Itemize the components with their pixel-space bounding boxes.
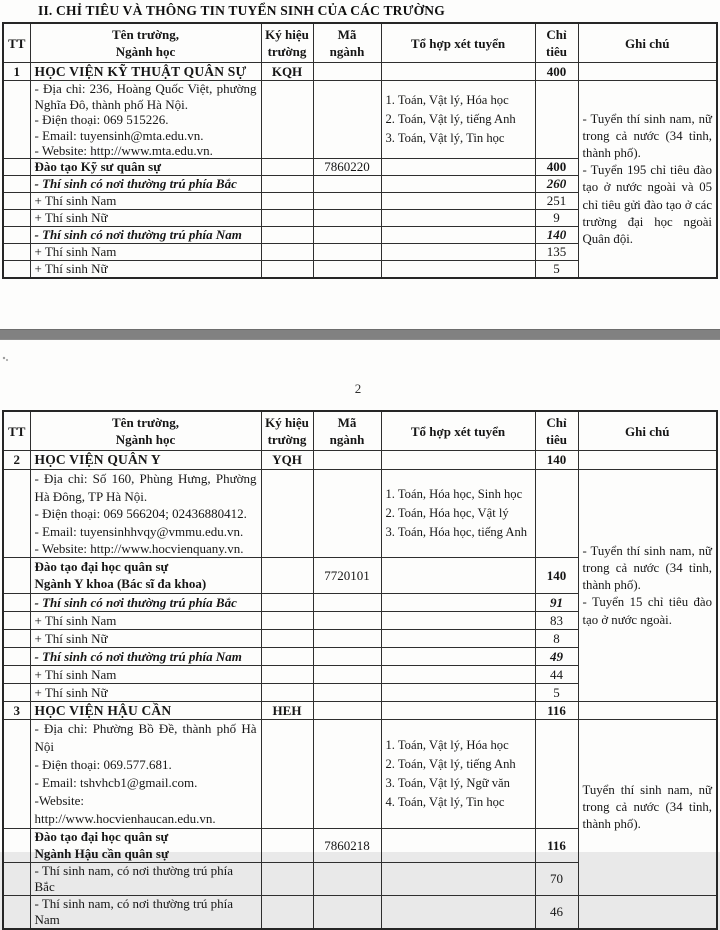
empty-cell bbox=[313, 896, 381, 930]
school-tt: 3 bbox=[3, 702, 30, 720]
quota-value: 8 bbox=[535, 630, 578, 648]
school-contact-info: - Địa chỉ: Số 160, Phùng Hưng, Phường Hà Đông, TP Hà Nội. - Điện thoại: 069 566204; 02436880412. - Email: tuyensinhhvqy@vmmu.edu.vn. - Website: http://www.hocvienquany.vn. bbox=[30, 470, 261, 558]
region-label: - Thí sinh có nơi thường trú phía Bắc bbox=[30, 594, 261, 612]
empty-cell bbox=[3, 227, 30, 244]
school-code: KQH bbox=[261, 63, 313, 81]
quota-value: 260 bbox=[535, 176, 578, 193]
col-header-quota: Chỉ tiêu bbox=[535, 411, 578, 451]
col-header-notes: Ghi chú bbox=[578, 23, 717, 63]
school-tt: 1 bbox=[3, 63, 30, 81]
empty-cell bbox=[381, 176, 535, 193]
empty-cell bbox=[313, 244, 381, 261]
empty-cell bbox=[261, 594, 313, 612]
school-quota: 400 bbox=[535, 63, 578, 81]
empty-cell bbox=[578, 702, 717, 720]
school-notes: - Tuyển thí sinh nam, nữ trong cả nước (34 tỉnh, thành phố). - Tuyển 15 chỉ tiêu đào tạo ở nước ngoài. bbox=[578, 470, 717, 702]
empty-cell bbox=[3, 666, 30, 684]
region-label: - Thí sinh nam, có nơi thường trú phía Bắc bbox=[30, 863, 261, 896]
section-title: II. CHỈ TIÊU VÀ THÔNG TIN TUYỂN SINH CỦA CÁC TRƯỜNG bbox=[38, 3, 445, 18]
empty-cell bbox=[381, 896, 535, 930]
empty-cell bbox=[261, 261, 313, 279]
empty-cell bbox=[261, 612, 313, 630]
quota-value: 44 bbox=[535, 666, 578, 684]
empty-cell bbox=[3, 863, 30, 896]
quota-value: 70 bbox=[535, 863, 578, 896]
empty-cell bbox=[313, 720, 381, 829]
empty-cell bbox=[313, 261, 381, 279]
empty-cell bbox=[3, 81, 30, 159]
empty-cell bbox=[381, 193, 535, 210]
empty-cell bbox=[3, 594, 30, 612]
empty-cell bbox=[3, 720, 30, 829]
empty-cell bbox=[313, 863, 381, 896]
col-header-notes: Ghi chú bbox=[578, 411, 717, 451]
table-row bbox=[3, 896, 717, 930]
school-quota: 116 bbox=[535, 702, 578, 720]
school-notes: - Tuyển thí sinh nam, nữ trong cả nước (34 tỉnh, thành phố). - Tuyển 195 chỉ tiêu đào tạo ở nước ngoài và 05 chỉ tiêu gửi đào tạo ở các trường đại học ngoài Quân đội. bbox=[578, 81, 717, 279]
empty-cell bbox=[313, 63, 381, 81]
empty-cell bbox=[381, 244, 535, 261]
empty-cell bbox=[261, 863, 313, 896]
empty-cell bbox=[535, 470, 578, 558]
admissions-table-page2 bbox=[2, 410, 718, 930]
quota-value: 116 bbox=[535, 829, 578, 863]
gender-label: + Thí sinh Nữ bbox=[30, 630, 261, 648]
empty-cell bbox=[261, 193, 313, 210]
col-header-quota: Chỉ tiêu bbox=[535, 23, 578, 63]
school-name: HỌC VIỆN QUÂN Y bbox=[30, 451, 261, 470]
school-tt: 2 bbox=[3, 451, 30, 470]
quota-value: 5 bbox=[535, 261, 578, 279]
empty-cell bbox=[261, 81, 313, 159]
empty-cell bbox=[381, 702, 535, 720]
empty-cell bbox=[261, 227, 313, 244]
empty-cell bbox=[3, 159, 30, 176]
scan-artifact bbox=[2, 356, 9, 362]
empty-cell bbox=[3, 684, 30, 702]
col-header-school-code: Ký hiệu trường bbox=[261, 411, 313, 451]
empty-cell bbox=[381, 227, 535, 244]
empty-cell bbox=[3, 829, 30, 863]
program-label: Đào tạo đại học quân sự Ngành Hậu cần quân sự bbox=[30, 829, 261, 863]
admission-combos-list: 1. Toán, Hóa học, Sinh học 2. Toán, Hóa học, Vật lý 3. Toán, Hóa học, tiếng Anh bbox=[381, 470, 535, 558]
col-header-school: Tên trường, Ngành học bbox=[30, 23, 261, 63]
quota-value: 400 bbox=[535, 159, 578, 176]
program-label: Đào tạo đại học quân sự Ngành Y khoa (Bác sĩ đa khoa) bbox=[30, 558, 261, 594]
quota-value: 91 bbox=[535, 594, 578, 612]
major-code-value: 7860220 bbox=[313, 159, 381, 176]
empty-cell bbox=[381, 63, 535, 81]
quota-value: 49 bbox=[535, 648, 578, 666]
empty-cell bbox=[3, 630, 30, 648]
gender-label: + Thí sinh Nữ bbox=[30, 261, 261, 279]
school-code: YQH bbox=[261, 451, 313, 470]
empty-cell bbox=[313, 227, 381, 244]
empty-cell bbox=[313, 630, 381, 648]
empty-cell bbox=[3, 558, 30, 594]
school-details-row bbox=[3, 720, 717, 829]
region-label: - Thí sinh có nơi thường trú phía Nam bbox=[30, 648, 261, 666]
empty-cell bbox=[313, 176, 381, 193]
region-label: - Thí sinh có nơi thường trú phía Bắc bbox=[30, 176, 261, 193]
quota-value: 251 bbox=[535, 193, 578, 210]
admission-combos-list: 1. Toán, Vật lý, Hóa học 2. Toán, Vật lý, tiếng Anh 3. Toán, Vật lý, Ngữ văn 4. Toán, Vật lý, Tin học bbox=[381, 720, 535, 829]
table-header-row bbox=[3, 411, 717, 451]
region-label: - Thí sinh có nơi thường trú phía Nam bbox=[30, 227, 261, 244]
empty-cell bbox=[261, 896, 313, 930]
major-code-value: 7860218 bbox=[313, 829, 381, 863]
empty-cell bbox=[578, 63, 717, 81]
school-quota: 140 bbox=[535, 451, 578, 470]
empty-cell bbox=[3, 470, 30, 558]
empty-cell bbox=[381, 558, 535, 594]
empty-cell bbox=[381, 612, 535, 630]
empty-cell bbox=[313, 666, 381, 684]
empty-cell bbox=[3, 244, 30, 261]
empty-cell bbox=[261, 159, 313, 176]
school-row bbox=[3, 451, 717, 470]
gender-label: + Thí sinh Nam bbox=[30, 193, 261, 210]
empty-cell bbox=[261, 666, 313, 684]
school-code: HEH bbox=[261, 702, 313, 720]
empty-cell bbox=[261, 684, 313, 702]
page-separator-bar bbox=[0, 329, 720, 340]
quota-value: 5 bbox=[535, 684, 578, 702]
empty-cell bbox=[381, 829, 535, 863]
quota-value: 83 bbox=[535, 612, 578, 630]
school-row bbox=[3, 702, 717, 720]
school-contact-info: - Địa chỉ: 236, Hoàng Quốc Việt, phường Nghĩa Đô, thành phố Hà Nội. - Điện thoại: 069 515226. - Email: tuyensinh@mta.edu.vn. - Website: http://www.mta.edu.vn. bbox=[30, 81, 261, 159]
col-header-school-code: Ký hiệu trường bbox=[261, 23, 313, 63]
empty-cell bbox=[381, 863, 535, 896]
empty-cell bbox=[381, 666, 535, 684]
gender-label: + Thí sinh Nữ bbox=[30, 684, 261, 702]
quota-value: 135 bbox=[535, 244, 578, 261]
empty-cell bbox=[3, 648, 30, 666]
col-header-combos: Tổ hợp xét tuyển bbox=[381, 23, 535, 63]
empty-cell bbox=[381, 210, 535, 227]
empty-cell bbox=[381, 630, 535, 648]
empty-cell bbox=[313, 612, 381, 630]
quota-value: 46 bbox=[535, 896, 578, 930]
quota-value: 9 bbox=[535, 210, 578, 227]
empty-cell bbox=[261, 176, 313, 193]
empty-cell bbox=[381, 594, 535, 612]
empty-cell bbox=[3, 193, 30, 210]
major-code-value: 7720101 bbox=[313, 558, 381, 594]
school-name: HỌC VIỆN HẬU CẦN bbox=[30, 702, 261, 720]
gender-label: + Thí sinh Nam bbox=[30, 666, 261, 684]
quota-value: 140 bbox=[535, 227, 578, 244]
empty-cell bbox=[313, 648, 381, 666]
empty-cell bbox=[313, 81, 381, 159]
school-row bbox=[3, 63, 717, 81]
col-header-combos: Tổ hợp xét tuyển bbox=[381, 411, 535, 451]
empty-cell bbox=[381, 648, 535, 666]
school-details-row bbox=[3, 470, 717, 558]
empty-cell bbox=[3, 261, 30, 279]
empty-cell bbox=[261, 648, 313, 666]
admissions-table-page1 bbox=[2, 22, 718, 279]
empty-cell bbox=[261, 210, 313, 227]
empty-cell bbox=[381, 451, 535, 470]
empty-cell bbox=[261, 829, 313, 863]
gender-label: + Thí sinh Nam bbox=[30, 244, 261, 261]
school-notes: Tuyển thí sinh nam, nữ trong cả nước (34 tỉnh, thành phố). bbox=[578, 720, 717, 896]
empty-cell bbox=[578, 451, 717, 470]
empty-cell bbox=[3, 612, 30, 630]
school-details-row bbox=[3, 81, 717, 159]
admission-combos-list: 1. Toán, Vật lý, Hóa học 2. Toán, Vật lý, tiếng Anh 3. Toán, Vật lý, Tin học bbox=[381, 81, 535, 159]
empty-cell bbox=[313, 451, 381, 470]
empty-cell bbox=[313, 193, 381, 210]
school-name: HỌC VIỆN KỸ THUẬT QUÂN SỰ bbox=[30, 63, 261, 81]
empty-cell bbox=[3, 210, 30, 227]
col-header-major-code: Mã ngành bbox=[313, 411, 381, 451]
table-header-row bbox=[3, 23, 717, 63]
empty-cell bbox=[535, 720, 578, 829]
program-label: Đào tạo Kỹ sư quân sự bbox=[30, 159, 261, 176]
empty-cell bbox=[535, 81, 578, 159]
empty-cell bbox=[3, 176, 30, 193]
col-header-tt: TT bbox=[3, 411, 30, 451]
col-header-major-code: Mã ngành bbox=[313, 23, 381, 63]
empty-cell bbox=[261, 720, 313, 829]
empty-cell bbox=[261, 470, 313, 558]
region-label: - Thí sinh nam, có nơi thường trú phía Nam bbox=[30, 896, 261, 930]
empty-cell bbox=[261, 630, 313, 648]
empty-cell bbox=[313, 210, 381, 227]
empty-cell bbox=[313, 684, 381, 702]
empty-cell bbox=[261, 558, 313, 594]
gender-label: + Thí sinh Nam bbox=[30, 612, 261, 630]
gender-label: + Thí sinh Nữ bbox=[30, 210, 261, 227]
col-header-tt: TT bbox=[3, 23, 30, 63]
empty-cell bbox=[381, 261, 535, 279]
page-number: 2 bbox=[354, 381, 362, 396]
quota-value: 140 bbox=[535, 558, 578, 594]
empty-cell bbox=[313, 702, 381, 720]
school-contact-info: - Địa chỉ: Phường Bồ Đề, thành phố Hà Nội - Điện thoại: 069.577.681. - Email: tshvhcb1@gmail.com. -Website: http://www.hocvienhaucan.edu.vn. bbox=[30, 720, 261, 829]
empty-cell bbox=[381, 159, 535, 176]
col-header-school: Tên trường, Ngành học bbox=[30, 411, 261, 451]
empty-cell bbox=[381, 684, 535, 702]
empty-cell bbox=[313, 594, 381, 612]
empty-cell bbox=[3, 896, 30, 930]
empty-cell bbox=[261, 244, 313, 261]
empty-cell bbox=[313, 470, 381, 558]
